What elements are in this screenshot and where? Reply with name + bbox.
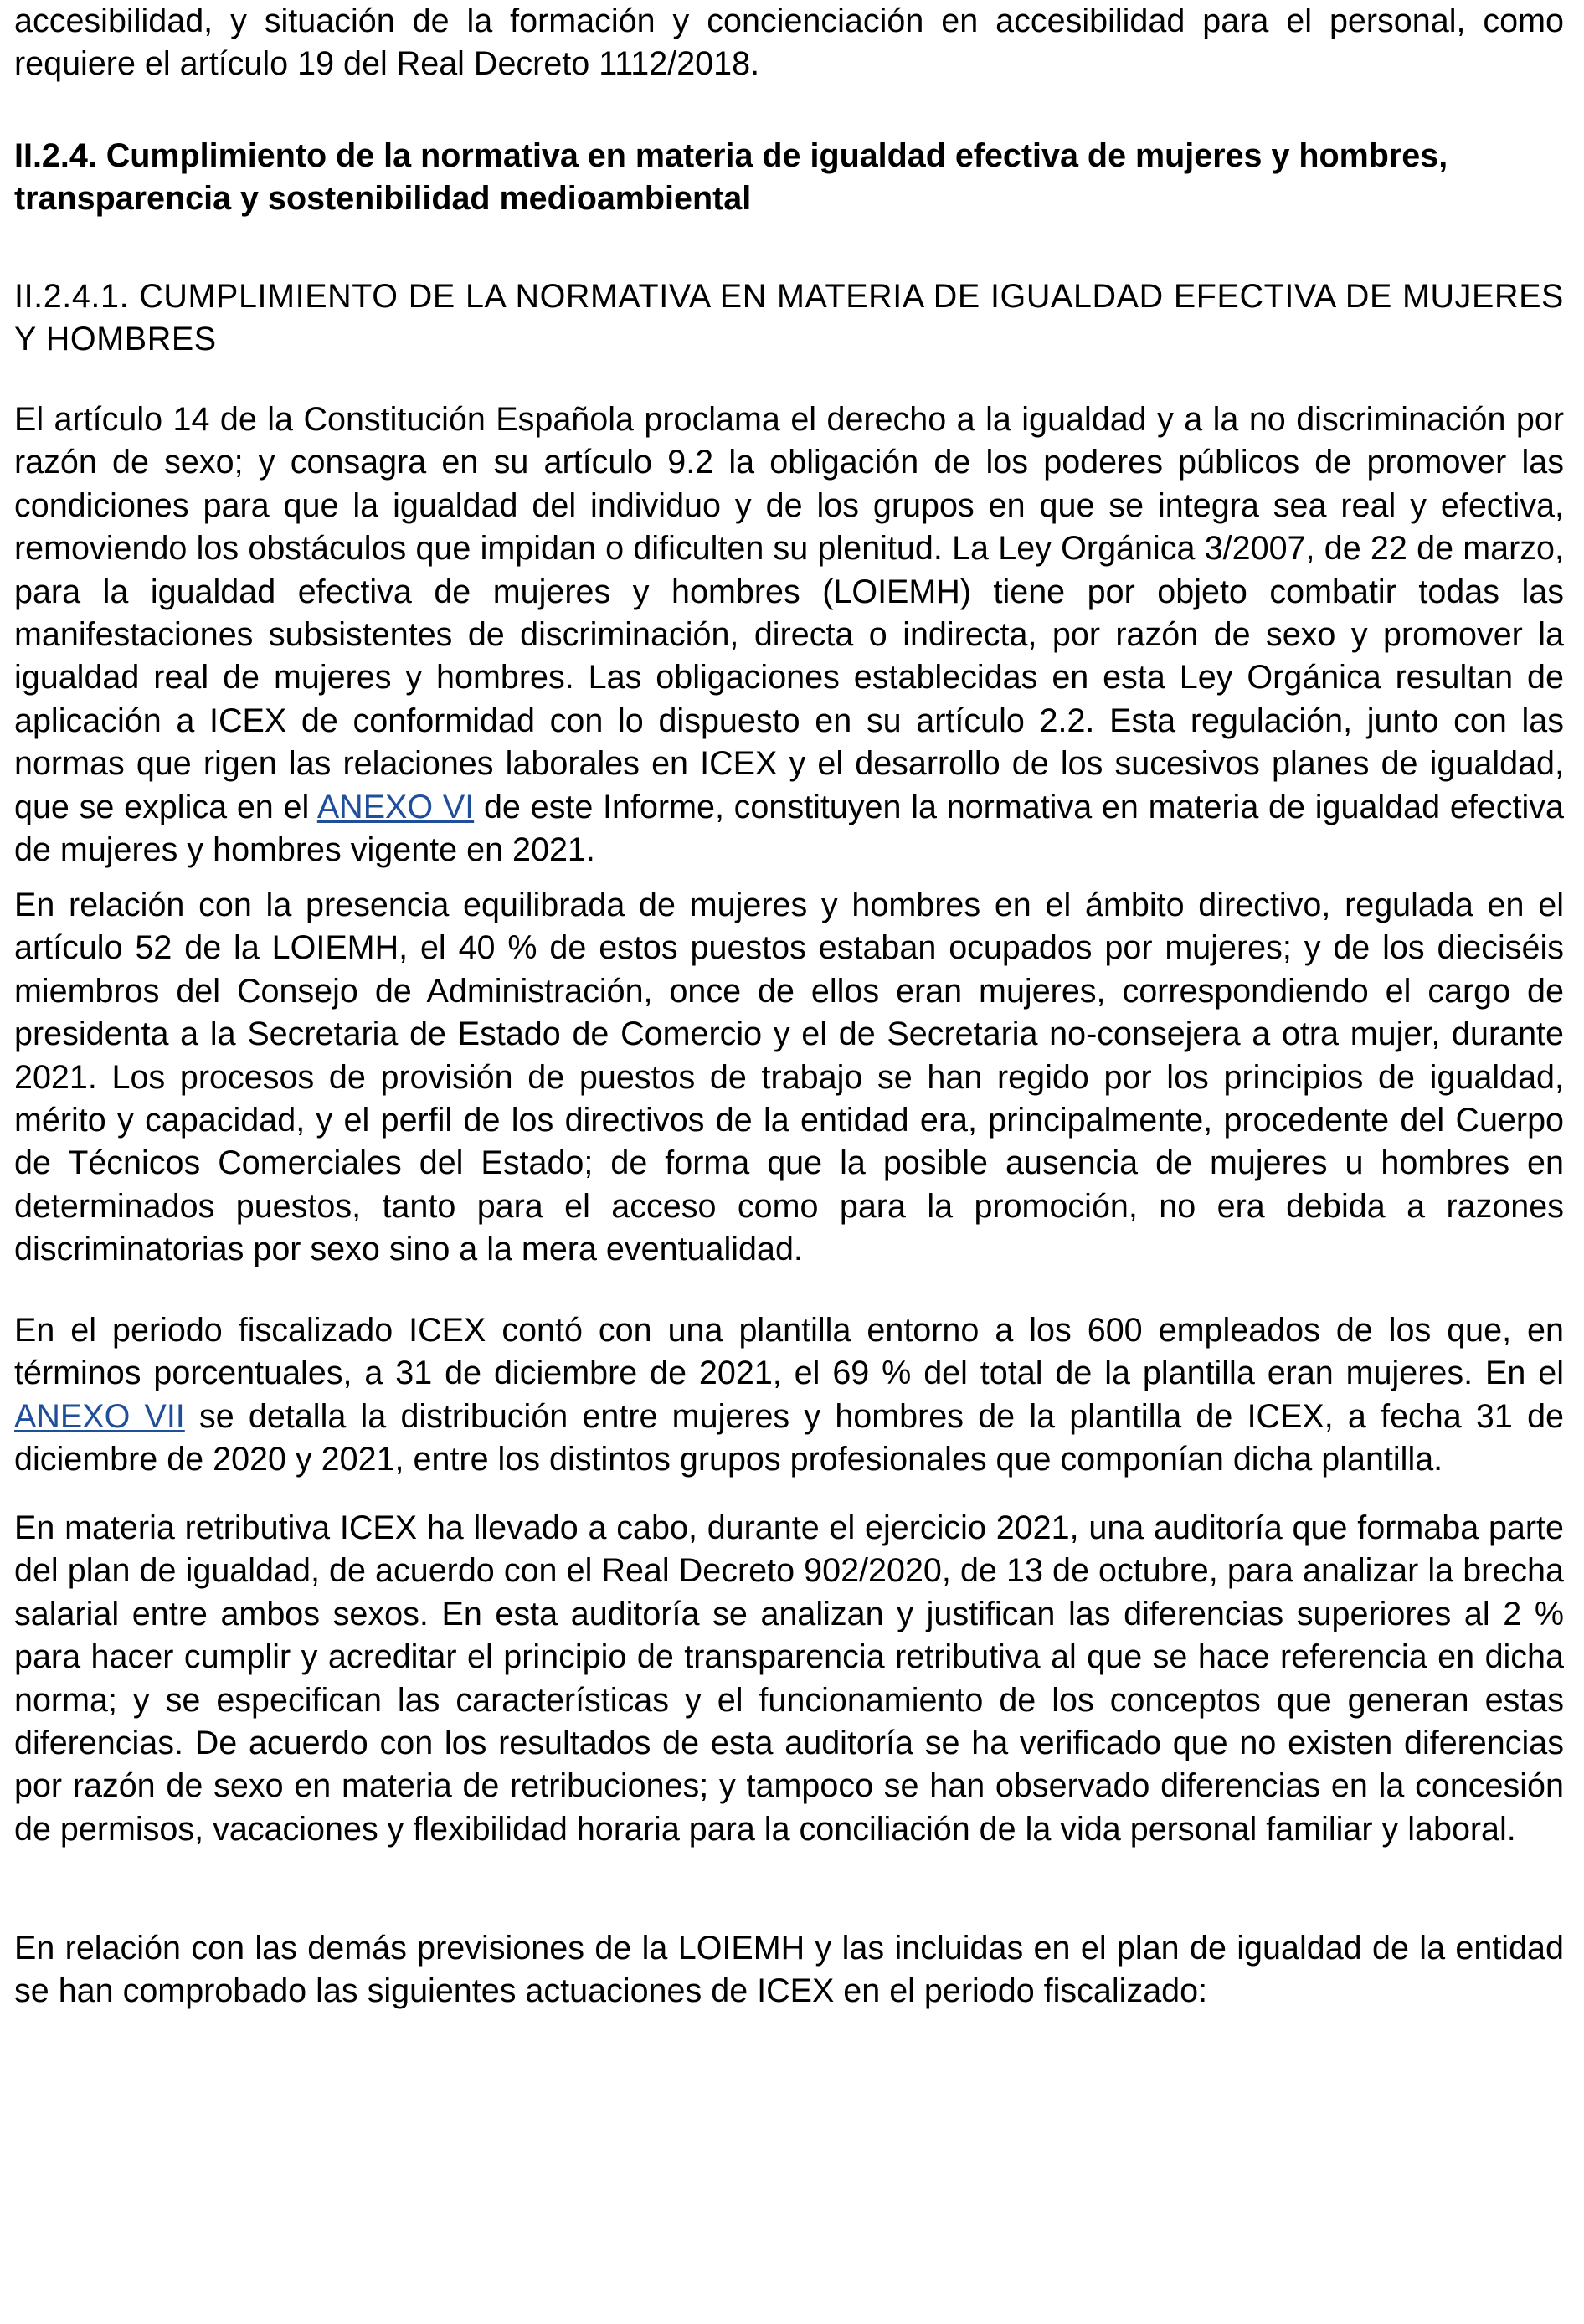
paragraph-3-block (14, 1309, 1564, 1482)
paragraph-4-block (14, 1507, 1564, 1851)
subsection-heading-block (14, 275, 1564, 362)
paragraph-1-text-b: de este Informe, constituyen la normativa en materia de igualdad efectiva de mujeres y hombres vigente en 2021. (14, 788, 1564, 869)
section-heading-block (14, 135, 1564, 221)
paragraph-2: En relación con la presencia equilibrada de mujeres y hombres en el ámbito directivo, regulada en el artículo 52 de la LOIEMH, el 40 % de estos puestos estaban ocupados por mujeres; y de los dieciséis miembros del Consejo de Administración, once de ellos eran mujeres, correspondiendo el cargo de presidenta a la Secretaria de Estado de Comercio y el de Secretaria no-consejera a otra mujer, durante 2021. Los procesos de provisión de puestos de trabajo se han regido por los principios de igualdad, mérito y capacidad, y el perfil de los directivos de la entidad era, principalmente, procedente del Cuerpo de Técnicos Comerciales del Estado; de forma que la posible ausencia de mujeres u hombres en determinados puestos, tanto para el acceso como para la promoción, no era debida a razones discriminatorias por sexo sino a la mera eventualidad. (14, 887, 1564, 1268)
intro-paragraph-block (14, 0, 1564, 86)
paragraph-1 (14, 398, 1564, 872)
paragraph-2-block (14, 884, 1564, 1272)
subsection-heading: II.2.4.1. CUMPLIMIENTO DE LA NORMATIVA EN MATERIA DE IGUALDAD EFECTIVA DE MUJERES Y HOMBRES (14, 278, 1564, 358)
paragraph-5: En relación con las demás previsiones de la LOIEMH y las incluidas en el plan de igualdad de la entidad se han comprobado las siguientes actuaciones de ICEX en el periodo fiscalizado: (14, 1930, 1564, 2010)
anexo-vii-link[interactable]: ANEXO VII (14, 1397, 185, 1435)
paragraph-3 (14, 1309, 1564, 1482)
paragraph-4: En materia retributiva ICEX ha llevado a cabo, durante el ejercicio 2021, una auditoría que formaba parte del plan de igualdad, de acuerdo con el Real Decreto 902/2020, de 13 de octubre, para analizar la brecha salarial entre ambos sexos. En esta auditoría se analizan y justifican las diferencias superiores al 2 % para hacer cumplir y acreditar el principio de transparencia retributiva al que se hace referencia en dicha norma; y se especifican las características y el funcionamiento de los conceptos que generan estas diferencias. De acuerdo con los resultados de esta auditoría se ha verificado que no existen diferencias por razón de sexo en materia de retribuciones; y tampoco se han observado diferencias en la concesión de permisos, vacaciones y flexibilidad horaria para la conciliación de la vida personal familiar y laboral. (14, 1509, 1564, 1848)
intro-fragment: accesibilidad, y situación de la formación y concienciación en accesibilidad para el personal, como requiere el artículo 19 del Real Decreto 1112/2018. (14, 3, 1564, 83)
paragraph-3-text-a: En el periodo fiscalizado ICEX contó con una plantilla entorno a los 600 empleados de los que, en términos porcentuales, a 31 de diciembre de 2021, el 69 % del total de la plantilla eran mujeres. En el (14, 1312, 1564, 1392)
paragraph-3-text-b: se detalla la distribución entre mujeres y hombres de la plantilla de ICEX, a fecha 31 de diciembre de 2020 y 2021, entre los distintos grupos profesionales que componían dicha plantilla. (14, 1397, 1565, 1478)
paragraph-1-text-a: El artículo 14 de la Constitución Española proclama el derecho a la igualdad y a la no discriminación por razón de sexo; y consagra en su artículo 9.2 la obligación de los poderes públicos de promover las condiciones para que la igualdad del individuo y de los grupos en que se integra sea real y efectiva, removiendo los obstáculos que impidan o dificulten su plenitud. La Ley Orgánica 3/2007, de 22 de marzo, para la igualdad efectiva de mujeres y hombres (LOIEMH) tiene por objeto combatir todas las manifestaciones subsistentes de discriminación, directa o indirecta, por razón de sexo y promover la igualdad real de mujeres y hombres. Las obligaciones establecidas en esta Ley Orgánica resultan de aplicación a ICEX de conformidad con lo dispuesto en su artículo 2.2. Esta regulación, junto con las normas que rigen las relaciones laborales en ICEX y el desarrollo de los sucesivos planes de igualdad, que se explica en el (14, 401, 1564, 825)
section-heading: II.2.4. Cumplimiento de la normativa en materia de igualdad efectiva de mujeres y hombres, transparencia y sostenibilidad medioambiental (14, 137, 1448, 218)
anexo-vi-link[interactable]: ANEXO VI (316, 788, 475, 825)
paragraph-1-block (14, 398, 1564, 872)
paragraph-5-block (14, 1927, 1564, 2013)
